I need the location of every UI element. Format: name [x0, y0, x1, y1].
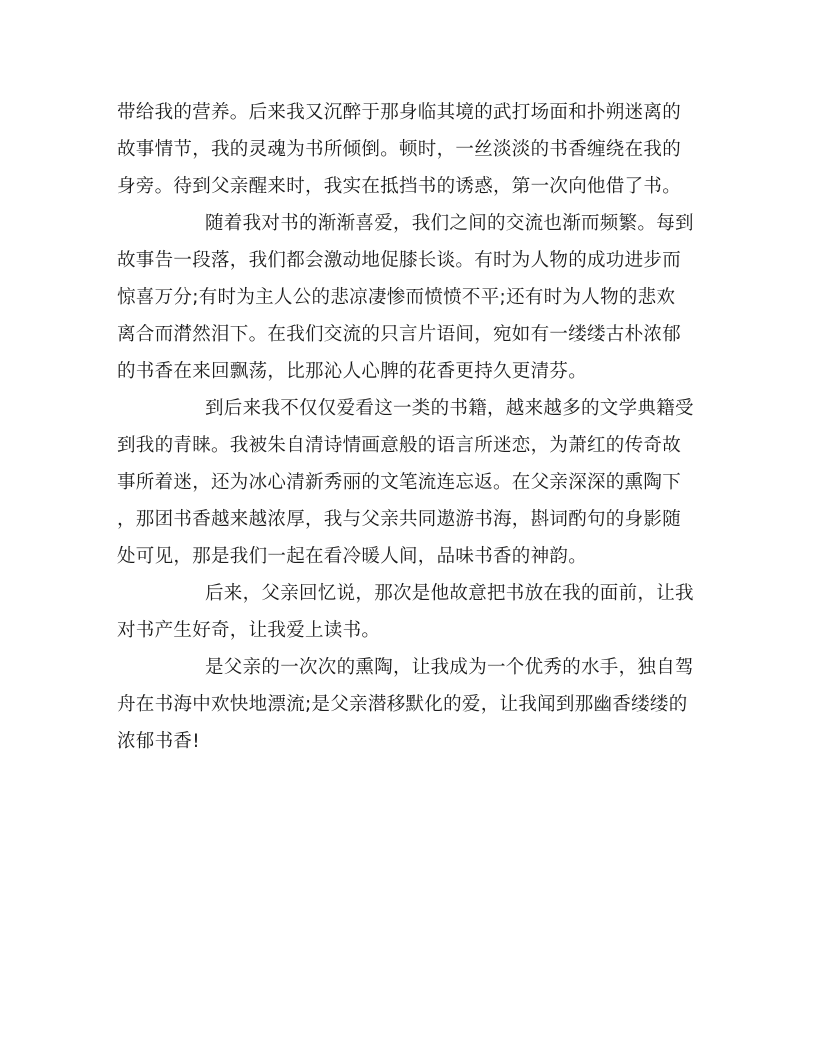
- text-line: 带给我的营养。后来我又沉醉于那身临其境的武打场面和扑朔迷离的: [117, 102, 682, 123]
- text-line: ，那团书香越来越浓厚，我与父亲共同遨游书海，斟词酌句的身影随: [117, 509, 682, 530]
- text-line: 随着我对书的渐渐喜爱，我们之间的交流也渐而频繁。每到: [205, 213, 694, 234]
- text-line: 惊喜万分;有时为主人公的悲凉凄惨而愤愤不平;还有时为人物的悲欢: [117, 287, 676, 308]
- paragraph-5: [117, 649, 697, 760]
- text-line: 故事告一段落，我们都会激动地促膝长谈。有时为人物的成功进步而: [117, 250, 682, 271]
- text-line: 舟在书海中欢快地漂流;是父亲潜移默化的爱，让我闻到那幽香缕缕的: [117, 694, 688, 715]
- text-line: 到后来我不仅仅爱看这一类的书籍，越来越多的文学典籍受: [205, 398, 694, 419]
- text-line: 浓郁书香!: [117, 731, 200, 752]
- paragraph-3: [117, 390, 697, 575]
- text-line: 是父亲的一次次的熏陶，让我成为一个优秀的水手，独自驾: [205, 657, 694, 678]
- text-line: 处可见，那是我们一起在看冷暖人间，品味书香的神韵。: [117, 546, 588, 567]
- text-line: 后来，父亲回忆说，那次是他故意把书放在我的面前，让我: [205, 583, 694, 604]
- text-line: 事所着迷，还为冰心清新秀丽的文笔流连忘返。在父亲深深的熏陶下: [117, 472, 682, 493]
- text-line: 身旁。待到父亲醒来时，我实在抵挡书的诱惑，第一次向他借了书。: [117, 176, 682, 197]
- text-line: 到我的青睐。我被朱自清诗情画意般的语言所迷恋，为萧红的传奇故: [117, 435, 682, 456]
- text-line: 离合而潸然泪下。在我们交流的只言片语间，宛如有一缕缕古朴浓郁: [117, 324, 682, 345]
- document-body: [117, 94, 697, 760]
- text-line: 对书产生好奇，让我爱上读书。: [117, 620, 381, 641]
- paragraph-1: [117, 94, 697, 205]
- text-line: 故事情节，我的灵魂为书所倾倒。顿时，一丝淡淡的书香缠绕在我的: [117, 139, 682, 160]
- text-line: 的书香在来回飘荡，比那沁人心脾的花香更持久更清芬。: [117, 361, 588, 382]
- paragraph-2: [117, 205, 697, 390]
- paragraph-4: [117, 575, 697, 649]
